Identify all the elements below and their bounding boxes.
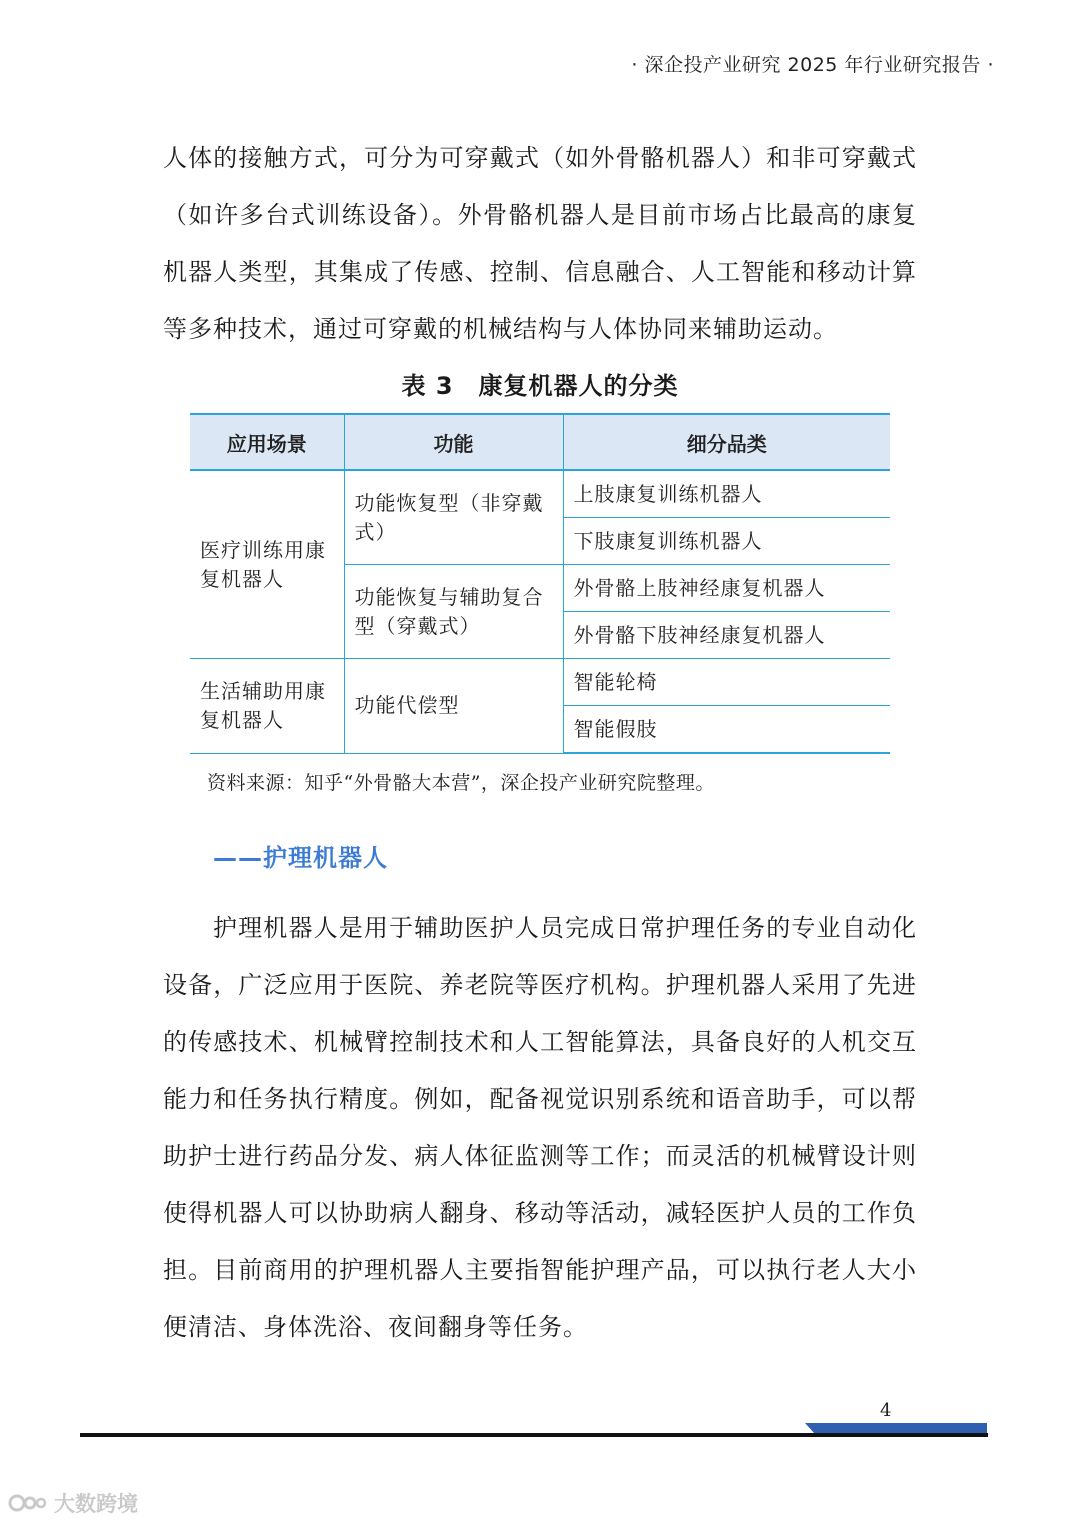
header-category: 细分品类 (563, 414, 890, 470)
table-row (190, 659, 890, 706)
header-function: 功能 (344, 414, 563, 470)
section-title: ——护理机器人 (213, 844, 388, 872)
function-cell: 功能恢复与辅助复合型（穿戴式） (344, 565, 563, 659)
body-paragraph: 护理机器人是用于辅助医护人员完成日常护理任务的专业自动化设备，广泛应用于医院、养老院等医疗机构。护理机器人采用了先进的传感技术、机械臂控制技术和人工智能算法，具备良好的人机交互能力和任务执行精度。例如，配备视觉识别系统和语音助手，可以帮助护士进行药品分发、病人体征监测等工作；而灵活的机械臂设计则使得机器人可以协助病人翻身、移动等活动，减轻医护人员的工作负担。目前商用的护理机器人主要指智能护理产品，可以执行老人大小便清洁、身体洗浴、夜间翻身等任务。 (163, 914, 917, 1341)
scene-cell: 生活辅助用康复机器人 (190, 659, 344, 754)
function-cell: 功能代偿型 (344, 659, 563, 754)
watermark-logo-icon (8, 1490, 48, 1516)
table-source-note: 资料来源：知乎“外骨骼大本营”，深企投产业研究院整理。 (207, 772, 715, 794)
category-cell: 外骨骼上肢神经康复机器人 (563, 565, 890, 612)
robot-classification-table (190, 413, 890, 754)
category-cell: 下肢康复训练机器人 (563, 518, 890, 565)
scene-cell: 医疗训练用康复机器人 (190, 470, 344, 659)
function-cell: 功能恢复型（非穿戴式） (344, 470, 563, 565)
table-row (190, 470, 890, 518)
category-cell: 智能轮椅 (563, 659, 890, 706)
category-cell: 智能假肢 (563, 706, 890, 754)
watermark (8, 1488, 138, 1518)
category-cell: 上肢康复训练机器人 (563, 470, 890, 518)
page-number: 4 (880, 1400, 892, 1421)
page-header: · 深企投产业研究 2025 年行业研究报告 · (631, 54, 994, 76)
footer-rule (80, 1433, 988, 1437)
header-scene: 应用场景 (190, 414, 344, 470)
table-header-row (190, 414, 890, 470)
category-cell: 外骨骼下肢神经康复机器人 (563, 612, 890, 659)
watermark-text: 大数跨境 (54, 1492, 138, 1516)
table-caption: 表 3 康复机器人的分类 (401, 372, 679, 400)
intro-paragraph: 人体的接触方式，可分为可穿戴式（如外骨骼机器人）和非可穿戴式（如许多台式训练设备）。外骨骼机器人是目前市场占比最高的康复机器人类型，其集成了传感、控制、信息融合、人工智能和移动计算等多种技术，通过可穿戴的机械结构与人体协同来辅助运动。 (163, 144, 917, 343)
